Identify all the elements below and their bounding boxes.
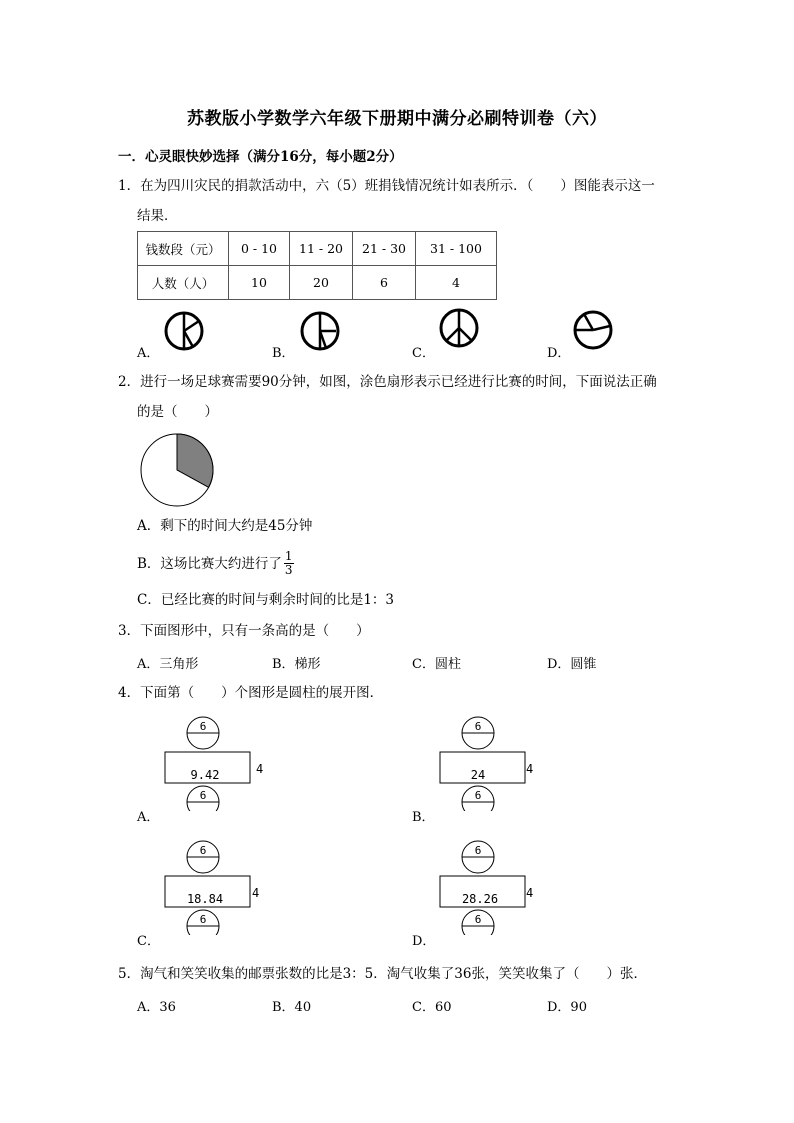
net-circle-top-label: 6 [199, 720, 207, 733]
net-rect-label: 28.26 [461, 892, 499, 906]
q5-option-d[interactable]: D．90 [547, 1000, 587, 1015]
q5-option-c[interactable]: C．60 [412, 1000, 452, 1015]
q4-option-b[interactable]: B． [412, 810, 435, 825]
net-height-label: 4 [256, 762, 264, 776]
q4-option-d[interactable]: D． [412, 934, 436, 949]
q2-line2: 的是（ ） [137, 404, 218, 420]
q1-line2: 结果． [137, 208, 178, 224]
fraction [284, 550, 294, 577]
q1-pie-d [570, 307, 620, 353]
net-height-label: 4 [526, 886, 534, 900]
net-circle-bottom-label: 6 [474, 913, 482, 926]
q2-option-b[interactable] [137, 550, 294, 577]
q3-option-a[interactable]: A．三角形 [137, 657, 199, 672]
cylinder-net-a [160, 716, 270, 811]
table-row [138, 266, 497, 300]
q1-pie-c [435, 305, 485, 351]
table-cell: 10 [229, 266, 290, 300]
q1-option-a[interactable]: A． [137, 346, 160, 361]
q3-option-c[interactable]: C．圆柱 [412, 657, 461, 672]
net-rect-label: 18.84 [186, 892, 224, 906]
net-circle-top-label: 6 [199, 844, 207, 857]
net-circle-bottom-label: 6 [199, 789, 207, 802]
money-table [137, 231, 497, 300]
net-circle-bottom-label: 6 [199, 913, 207, 926]
q4-option-c[interactable]: C． [137, 934, 160, 949]
q3-option-b[interactable]: B．梯形 [272, 657, 321, 672]
cylinder-net-c [160, 840, 270, 935]
q4-stem: 4．下面第（ ）个图形是圆柱的展开图． [118, 685, 384, 701]
q2-option-a[interactable]: A．剩下的时间大约是45分钟 [137, 518, 313, 534]
q1-pie-a [160, 308, 210, 354]
page-title: 苏教版小学数学六年级下册期中满分必刷特训卷（六） [187, 109, 607, 129]
q1-option-b[interactable]: B． [272, 346, 295, 361]
q5-stem: 5．淘气和笑笑收集的邮票张数的比是3：5．淘气收集了36张，笑笑收集了（ ）张． [118, 966, 647, 982]
table-cell: 人数（人） [138, 266, 229, 300]
q1-option-c[interactable]: C． [412, 346, 435, 361]
q4-option-a[interactable]: A． [137, 810, 160, 825]
q2-option-b-text: B．这场比赛大约进行了 [137, 555, 282, 572]
q2-pie-chart [139, 432, 217, 510]
q3-option-d[interactable]: D．圆锥 [547, 657, 597, 672]
table-cell: 6 [353, 266, 416, 300]
section-heading: 一．心灵眼快妙选择（满分16分，每小题2分） [118, 149, 403, 165]
q3-stem: 3．下面图形中，只有一条高的是（ ） [118, 623, 370, 639]
q1-option-d[interactable]: D． [547, 346, 571, 361]
net-rect-label: 9.42 [190, 768, 220, 782]
cylinder-net-d [435, 840, 545, 935]
fraction-numerator: 1 [284, 549, 293, 563]
q1-pie-b [296, 308, 346, 354]
q5-option-b[interactable]: B．40 [272, 1000, 312, 1015]
table-cell: 钱数段（元） [138, 232, 229, 266]
fraction-denominator: 3 [284, 563, 293, 577]
cylinder-net-b [435, 716, 545, 811]
q5-option-a[interactable]: A．36 [137, 1000, 176, 1015]
table-cell: 4 [416, 266, 497, 300]
net-circle-top-label: 6 [474, 720, 482, 733]
table-cell: 11 - 20 [290, 232, 353, 266]
table-cell: 21 - 30 [353, 232, 416, 266]
net-rect-label: 24 [470, 768, 486, 782]
q2-option-c[interactable]: C．已经比赛的时间与剩余时间的比是1：3 [137, 592, 395, 608]
net-height-label: 4 [526, 762, 534, 776]
q2-line1: 2．进行一场足球赛需要90分钟，如图，涂色扇形表示已经进行比赛的时间，下面说法正确 [118, 374, 657, 390]
table-cell: 0 - 10 [229, 232, 290, 266]
net-circle-top-label: 6 [474, 844, 482, 857]
table-cell: 31 - 100 [416, 232, 497, 266]
table-cell: 20 [290, 266, 353, 300]
net-circle-bottom-label: 6 [474, 789, 482, 802]
q1-line1: 1．在为四川灾民的捐款活动中，六（5）班捐钱情况统计如表所示．（ ）图能表示这一 [118, 178, 655, 194]
net-height-label: 4 [252, 886, 260, 900]
table-row [138, 232, 497, 266]
